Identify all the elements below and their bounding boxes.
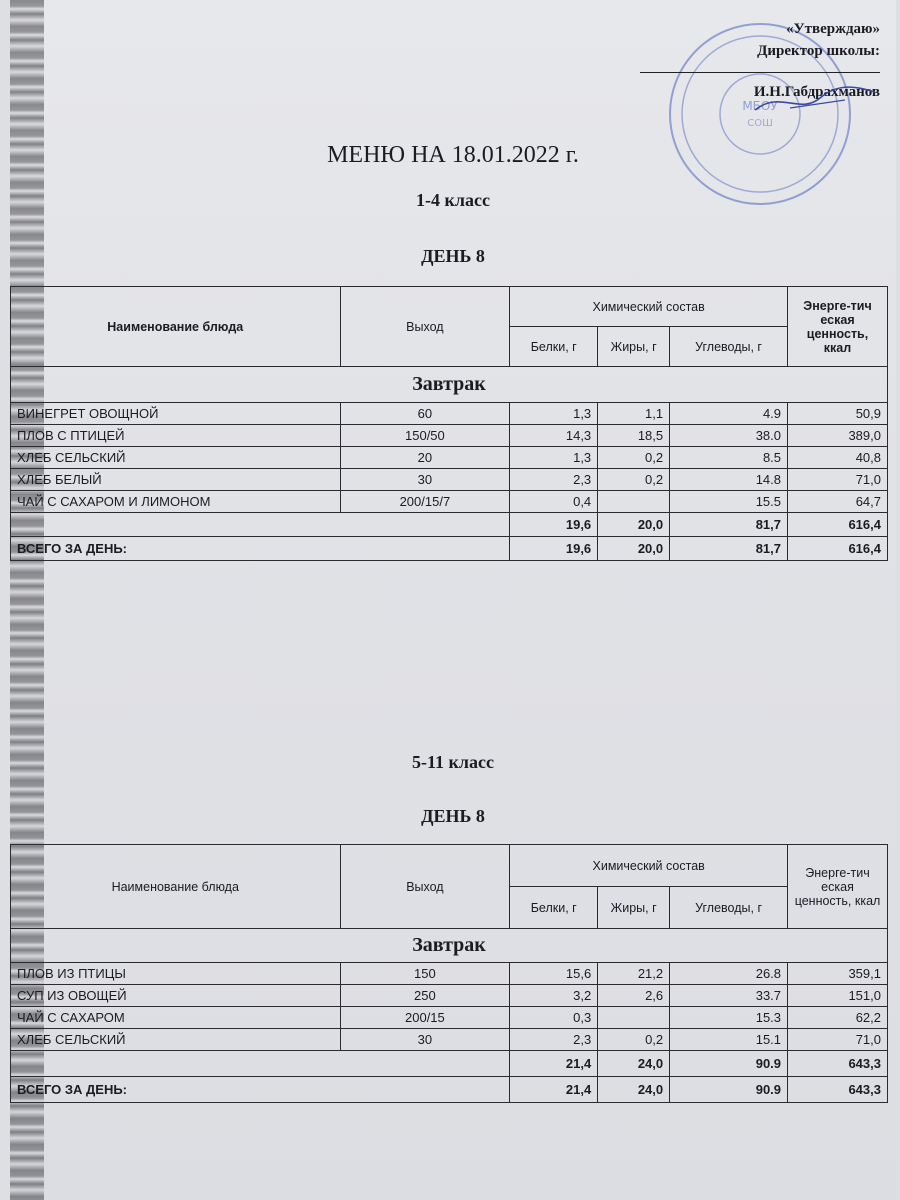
dish-carbs: 15.5	[670, 491, 788, 513]
col-header-carbs: Углеводы, г	[670, 887, 788, 929]
table-row	[11, 491, 888, 513]
dish-energy: 50,9	[788, 403, 888, 425]
dish-energy: 40,8	[788, 447, 888, 469]
table-row	[11, 985, 888, 1007]
total-energy: 643,3	[788, 1077, 888, 1103]
dish-fat	[598, 1007, 670, 1029]
dish-fat: 18,5	[598, 425, 670, 447]
director-position: Директор школы:	[757, 43, 880, 59]
dish-output: 250	[340, 985, 510, 1007]
table-row	[11, 963, 888, 985]
dish-fat	[598, 491, 670, 513]
total-energy: 616,4	[788, 537, 888, 561]
dish-fat: 0,2	[598, 447, 670, 469]
svg-text:МБОУ: МБОУ	[742, 99, 778, 113]
dish-name: ПЛОВ ИЗ ПТИЦЫ	[11, 963, 341, 985]
grade-heading-1: 1-4 класс	[416, 190, 490, 210]
dish-fat: 0,2	[598, 469, 670, 491]
dish-protein: 0,3	[510, 1007, 598, 1029]
col-header-energy: Энерге-тич еская ценность, ккал	[788, 845, 888, 929]
total-protein: 19,6	[510, 537, 598, 561]
dish-output: 150/50	[340, 425, 510, 447]
dish-protein: 0,4	[510, 491, 598, 513]
dish-energy: 389,0	[788, 425, 888, 447]
subtotal-row	[11, 513, 888, 537]
page-title: МЕНЮ НА 18.01.2022 г.	[327, 142, 579, 168]
dish-name: СУП ИЗ ОВОЩЕЙ	[11, 985, 341, 1007]
dish-energy: 359,1	[788, 963, 888, 985]
dish-name: ХЛЕБ БЕЛЫЙ	[11, 469, 341, 491]
dish-protein: 2,3	[510, 1029, 598, 1051]
svg-text:СОШ: СОШ	[747, 118, 773, 129]
day-heading-2: ДЕНЬ 8	[421, 806, 485, 826]
subtotal-carbs: 81,7	[670, 513, 788, 537]
dish-carbs: 15.3	[670, 1007, 788, 1029]
meal-heading: Завтрак	[11, 367, 888, 403]
col-header-chem: Химический состав	[510, 287, 788, 327]
dish-fat: 1,1	[598, 403, 670, 425]
table-row	[11, 447, 888, 469]
total-carbs: 81,7	[670, 537, 788, 561]
total-carbs: 90.9	[670, 1077, 788, 1103]
day-heading-1: ДЕНЬ 8	[421, 246, 485, 266]
col-header-protein: Белки, г	[510, 887, 598, 929]
dish-carbs: 4.9	[670, 403, 788, 425]
dish-protein: 2,3	[510, 469, 598, 491]
subtotal-energy: 643,3	[788, 1051, 888, 1077]
dish-output: 30	[340, 1029, 510, 1051]
col-header-protein: Белки, г	[510, 327, 598, 367]
dish-name: ХЛЕБ СЕЛЬСКИЙ	[11, 1029, 341, 1051]
total-protein: 21,4	[510, 1077, 598, 1103]
dish-name: ХЛЕБ СЕЛЬСКИЙ	[11, 447, 341, 469]
grade-heading-2: 5-11 класс	[412, 752, 494, 772]
dish-carbs: 8.5	[670, 447, 788, 469]
table-row	[11, 1007, 888, 1029]
total-label: ВСЕГО ЗА ДЕНЬ:	[11, 1077, 510, 1103]
dish-output: 30	[340, 469, 510, 491]
dish-name: ВИНЕГРЕТ ОВОЩНОЙ	[11, 403, 341, 425]
dish-fat: 2,6	[598, 985, 670, 1007]
col-header-fat: Жиры, г	[598, 887, 670, 929]
subtotal-fat: 24,0	[598, 1051, 670, 1077]
dish-name: ПЛОВ С ПТИЦЕЙ	[11, 425, 341, 447]
director-name: И.Н.Габдрахманов	[753, 84, 880, 100]
col-header-energy: Энерге-тич еская ценность, ккал	[788, 287, 888, 367]
subtotal-row	[11, 1051, 888, 1077]
total-label: ВСЕГО ЗА ДЕНЬ:	[11, 537, 510, 561]
dish-energy: 62,2	[788, 1007, 888, 1029]
subtotal-protein: 19,6	[510, 513, 598, 537]
table-row	[11, 469, 888, 491]
col-header-output: Выход	[340, 287, 510, 367]
meal-heading: Завтрак	[11, 929, 888, 963]
approve-label: «Утверждаю»	[786, 21, 880, 37]
col-header-output: Выход	[340, 845, 510, 929]
col-header-chem: Химический состав	[510, 845, 788, 887]
dish-energy: 71,0	[788, 1029, 888, 1051]
dish-output: 20	[340, 447, 510, 469]
dish-carbs: 14.8	[670, 469, 788, 491]
dish-carbs: 26.8	[670, 963, 788, 985]
subtotal-energy: 616,4	[788, 513, 888, 537]
col-header-fat: Жиры, г	[598, 327, 670, 367]
director-signature	[750, 80, 880, 120]
dish-protein: 14,3	[510, 425, 598, 447]
dish-name: ЧАЙ С САХАРОМ И ЛИМОНОМ	[11, 491, 341, 513]
col-header-name: Наименование блюда	[11, 845, 341, 929]
document-page	[10, 0, 896, 1200]
dish-output: 200/15/7	[340, 491, 510, 513]
table-row	[11, 1029, 888, 1051]
dish-output: 150	[340, 963, 510, 985]
total-fat: 24,0	[598, 1077, 670, 1103]
total-fat: 20,0	[598, 537, 670, 561]
dish-fat: 21,2	[598, 963, 670, 985]
menu-table-1	[10, 286, 888, 561]
total-row	[11, 1077, 888, 1103]
subtotal-protein: 21,4	[510, 1051, 598, 1077]
table-row	[11, 425, 888, 447]
col-header-carbs: Углеводы, г	[670, 327, 788, 367]
dish-protein: 1,3	[510, 447, 598, 469]
signature-line	[640, 72, 880, 73]
col-header-name: Наименование блюда	[11, 287, 341, 367]
dish-protein: 3,2	[510, 985, 598, 1007]
dish-carbs: 15.1	[670, 1029, 788, 1051]
menu-table-2	[10, 844, 888, 1103]
dish-energy: 71,0	[788, 469, 888, 491]
dish-output: 200/15	[340, 1007, 510, 1029]
dish-protein: 1,3	[510, 403, 598, 425]
subtotal-fat: 20,0	[598, 513, 670, 537]
subtotal-carbs: 90.9	[670, 1051, 788, 1077]
dish-carbs: 33.7	[670, 985, 788, 1007]
dish-fat: 0,2	[598, 1029, 670, 1051]
total-row	[11, 537, 888, 561]
dish-name: ЧАЙ С САХАРОМ	[11, 1007, 341, 1029]
dish-energy: 64,7	[788, 491, 888, 513]
dish-energy: 151,0	[788, 985, 888, 1007]
dish-protein: 15,6	[510, 963, 598, 985]
dish-output: 60	[340, 403, 510, 425]
table-row	[11, 403, 888, 425]
dish-carbs: 38.0	[670, 425, 788, 447]
